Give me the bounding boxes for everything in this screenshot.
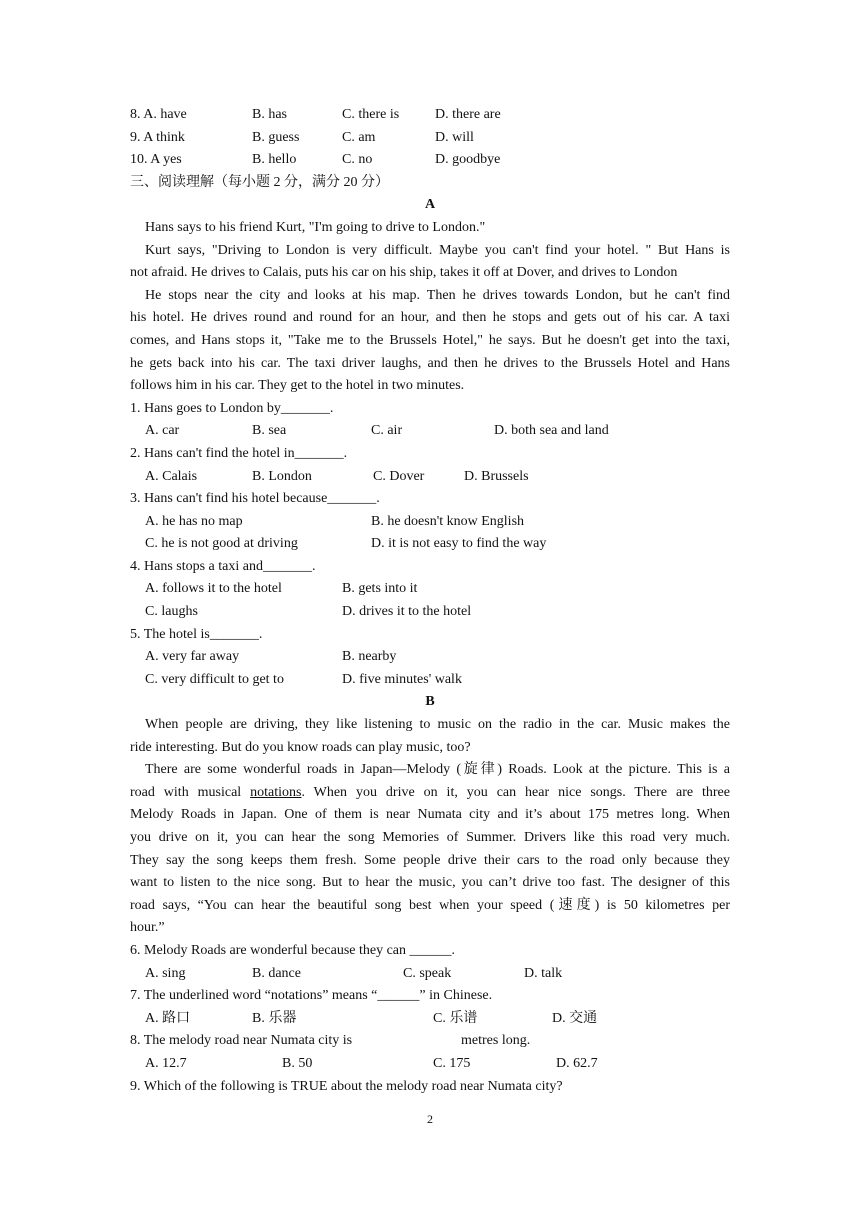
- option-d: D. goodbye: [435, 152, 501, 168]
- option-b: B. dance: [252, 965, 301, 981]
- question-stem: 4. Hans stops a taxi and_______.: [130, 558, 316, 574]
- question-stem: 3. Hans can't find his hotel because_______.: [130, 491, 380, 507]
- option-d: D. drives it to the hotel: [342, 604, 472, 620]
- passage-b-line: [130, 782, 730, 805]
- cloze-row-9: [130, 127, 730, 150]
- underlined-word: notations: [250, 784, 302, 800]
- passage-b-line: They say the song keeps them fresh. Some people drive their cars to the road only because they: [130, 852, 730, 868]
- option-d: D. will: [435, 129, 474, 145]
- page-number: 2: [427, 1112, 433, 1126]
- option-b: B. hello: [252, 152, 297, 168]
- passage-a-line: he gets back into his car. The taxi driver laughs, and then he drives to the Brussels Hotel and Hans: [130, 355, 730, 371]
- option-a: A. he has no map: [145, 513, 243, 529]
- option-c: C. speak: [403, 965, 452, 981]
- question-options: [130, 669, 730, 692]
- option-a: A. 路口: [145, 1010, 191, 1026]
- option-b: B. London: [252, 468, 312, 484]
- text-run: road with musical: [130, 784, 251, 800]
- option-c: C. 乐谱: [433, 1010, 478, 1026]
- option-c: C. very difficult to get to: [145, 671, 284, 687]
- option-a: 10. A yes: [130, 152, 182, 168]
- passage-a-line: He stops near the city and looks at his map. Then he drives towards London, but he can't find: [145, 287, 730, 303]
- question-options: [130, 963, 730, 986]
- passage-b-line: road says, “You can hear the beautiful song best when your speed (速度) is 50 kilometres per: [130, 897, 730, 913]
- text-run: . When you drive on it, you can hear nice songs. There are three: [301, 784, 730, 800]
- passage-a-line: his hotel. He drives round and round for an hour, and then he stops and gets out of his car. A taxi: [130, 310, 730, 326]
- passage-a-line: Kurt says, "Driving to London is very difficult. Maybe you can't find your hotel. " But Hans is: [145, 242, 730, 258]
- option-c: C. laughs: [145, 604, 198, 620]
- passage-a-line: Hans says to his friend Kurt, "I'm going to drive to London.": [145, 219, 486, 235]
- passage-a-line: follows him in his car. They get to the hotel in two minutes.: [130, 378, 465, 394]
- stem-tail: metres long.: [461, 1033, 531, 1049]
- exam-page: [130, 104, 730, 1098]
- question-options: [130, 1053, 730, 1076]
- option-d: D. 交通: [552, 1010, 598, 1026]
- question-stem: 9. Which of the following is TRUE about the melody road near Numata city?: [130, 1078, 563, 1094]
- option-b: B. he doesn't know English: [371, 513, 525, 529]
- passage-b-line: There are some wonderful roads in Japan—Melody (旋律) Roads. Look at the picture. This is a: [145, 762, 730, 778]
- option-b: B. 乐器: [252, 1010, 297, 1026]
- question-options: [130, 420, 730, 443]
- passage-b-line: ride interesting. But do you know roads can play music, too?: [130, 739, 471, 755]
- option-b: B. has: [252, 107, 287, 122]
- passage-b-title: B: [425, 694, 435, 710]
- option-c: C. he is not good at driving: [145, 536, 298, 552]
- option-b: B. 50: [282, 1055, 313, 1071]
- option-b: B. nearby: [342, 649, 397, 665]
- passage-b-line: When people are driving, they like listening to music on the radio in the car. Music makes the: [145, 717, 730, 733]
- option-c: C. 175: [433, 1055, 471, 1071]
- option-a: 9. A think: [130, 129, 185, 145]
- section-heading: 三、阅读理解（每小题 2 分，满分 20 分）: [130, 174, 389, 190]
- question-options: [130, 466, 730, 489]
- option-a: A. sing: [145, 965, 186, 981]
- passage-b-line: want to listen to the nice song. But to hear the music, you can’t drive too fast. The designer of this: [130, 875, 730, 891]
- question-options: [130, 601, 730, 624]
- question-options: [130, 533, 730, 556]
- option-c: C. there is: [342, 107, 400, 122]
- option-c: C. no: [342, 152, 373, 168]
- option-c: C. Dover: [373, 468, 425, 484]
- question-options: [130, 511, 730, 534]
- option-d: D. Brussels: [464, 468, 529, 484]
- passage-b-line: hour.”: [130, 920, 165, 936]
- option-a: A. Calais: [145, 468, 198, 484]
- option-c: C. air: [371, 423, 403, 439]
- question-stem: 1. Hans goes to London by_______.: [130, 400, 334, 416]
- option-d: D. five minutes' walk: [342, 671, 462, 687]
- option-d: D. both sea and land: [494, 423, 609, 439]
- passage-b-line: you drive on it, you can hear the song Memories of Summer. Drivers like this road very much.: [130, 830, 730, 845]
- option-a: 8. A. have: [130, 107, 187, 122]
- question-stem: 7. The underlined word “notations” means “______” in Chinese.: [130, 988, 493, 1004]
- cloze-row-10: [130, 149, 730, 172]
- option-b: B. sea: [252, 423, 287, 439]
- option-d: D. 62.7: [556, 1055, 598, 1071]
- question-stem: 6. Melody Roads are wonderful because they can ______.: [130, 942, 456, 958]
- question-options: [130, 646, 730, 669]
- option-a: A. follows it to the hotel: [145, 581, 282, 597]
- option-d: D. talk: [524, 965, 563, 981]
- question-options: [130, 1008, 730, 1031]
- passage-a-line: not afraid. He drives to Calais, puts his car on his ship, takes it off at Dover, and drives to London: [130, 265, 678, 281]
- stem-text: 8. The melody road near Numata city is: [130, 1033, 353, 1049]
- option-a: A. car: [145, 423, 180, 439]
- option-d: D. there are: [435, 107, 501, 122]
- question-options: [130, 578, 730, 601]
- question-stem: 5. The hotel is_______.: [130, 626, 263, 642]
- question-stem: 2. Hans can't find the hotel in_______.: [130, 445, 348, 461]
- option-a: A. 12.7: [145, 1055, 187, 1071]
- question-stem: [130, 1030, 730, 1053]
- option-b: B. gets into it: [342, 581, 418, 597]
- option-b: B. guess: [252, 129, 300, 145]
- cloze-row-8: [130, 104, 730, 127]
- passage-a-title: A: [424, 197, 436, 213]
- passage-a-line: comes, and Hans stops it, "Take me to the Brussels Hotel," he says. But he doesn't get into the taxi,: [130, 332, 730, 348]
- option-c: C. am: [342, 129, 376, 145]
- option-d: D. it is not easy to find the way: [371, 536, 547, 552]
- passage-b-line: Melody Roads in Japan. One of them is near Numata city and it’s about 175 metres long. When: [130, 807, 730, 823]
- option-a: A. very far away: [145, 649, 240, 665]
